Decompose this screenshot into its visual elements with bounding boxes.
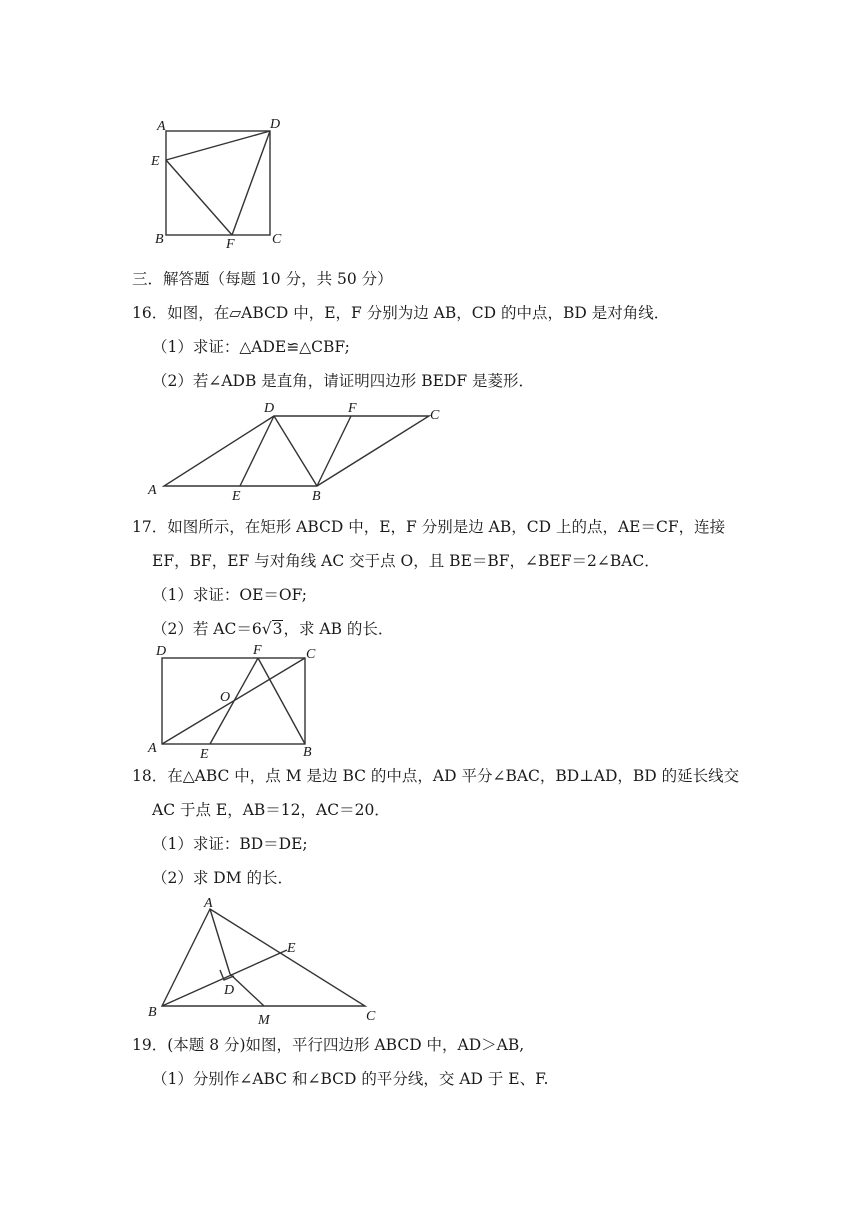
q17-part2 bbox=[152, 618, 393, 640]
segment-fb bbox=[258, 658, 305, 744]
q17-stem-line2: EF，BF，EF 与对角线 AC 交于点 O，且 BE＝BF，∠BEF＝2∠BAC． bbox=[152, 552, 660, 570]
figure-parallelogram bbox=[140, 398, 450, 502]
segment-ef bbox=[210, 658, 258, 744]
label-f: F bbox=[226, 237, 235, 252]
segment-ed bbox=[166, 131, 270, 160]
label-o: O bbox=[220, 690, 231, 705]
label-e: E bbox=[200, 747, 209, 760]
segment-df bbox=[232, 131, 270, 235]
label-e: E bbox=[232, 489, 241, 502]
q17-stem-line1: 17．如图所示，在矩形 ABCD 中，E，F 分别是边 AB，CD 上的点，AE＝CF，连接 bbox=[132, 518, 726, 536]
label-c: C bbox=[430, 408, 440, 423]
label-e: E bbox=[287, 941, 296, 956]
q16-part1: （1）求证：△ADE≌△CBF; bbox=[152, 338, 350, 356]
label-c: C bbox=[306, 647, 316, 662]
label-b: B bbox=[312, 489, 321, 502]
label-b: B bbox=[155, 232, 164, 247]
q17-part1: （1）求证：OE＝OF; bbox=[152, 586, 308, 604]
segment-db bbox=[274, 416, 317, 486]
label-m: M bbox=[258, 1013, 270, 1028]
parallelogram-abcd bbox=[164, 416, 429, 486]
q18-part2: （2）求 DM 的长． bbox=[152, 869, 294, 887]
figure-triangle bbox=[140, 892, 390, 1028]
label-c: C bbox=[366, 1009, 376, 1024]
label-d: D bbox=[270, 117, 281, 132]
label-d: D bbox=[264, 401, 275, 416]
label-f: F bbox=[253, 643, 262, 658]
q17-part2-suffix: ，求 AB 的长． bbox=[283, 620, 394, 638]
figure-square-def bbox=[148, 112, 298, 252]
label-a: A bbox=[148, 741, 157, 756]
sqrt-sign: √ bbox=[261, 620, 272, 638]
label-a: A bbox=[148, 483, 157, 498]
q16-part2: （2）若∠ADB 是直角，请证明四边形 BEDF 是菱形． bbox=[152, 372, 535, 390]
label-f: F bbox=[348, 401, 357, 416]
q18-stem-line2: AC 于点 E，AB＝12，AC＝20． bbox=[152, 801, 390, 819]
segment-ef bbox=[166, 160, 232, 235]
q18-stem-line1: 18．在△ABC 中，点 M 是边 BC 的中点，AD 平分∠BAC，BD⊥AD，BD 的延长线交 bbox=[132, 767, 740, 785]
label-a: A bbox=[204, 896, 213, 911]
triangle-abc bbox=[162, 909, 365, 1006]
q19-part1: （1）分别作∠ABC 和∠BCD 的平分线，交 AD 于 E、F. bbox=[152, 1070, 549, 1088]
segment-ad bbox=[210, 909, 230, 974]
q17-radicand: 3 bbox=[272, 620, 283, 638]
figure-rectangle bbox=[140, 640, 330, 760]
label-b: B bbox=[303, 745, 312, 760]
label-e: E bbox=[151, 154, 160, 169]
label-d: D bbox=[156, 644, 167, 659]
q17-part2-prefix: （2）若 AC＝6 bbox=[152, 620, 262, 638]
label-d: D bbox=[224, 983, 235, 998]
label-a: A bbox=[157, 119, 166, 134]
q19-stem: 19．(本题 8 分)如图，平行四边形 ABCD 中，AD＞AB, bbox=[132, 1036, 525, 1054]
section-heading: 三．解答题（每题 10 分，共 50 分） bbox=[132, 270, 393, 288]
q16-stem: 16．如图，在▱ABCD 中，E，F 分别为边 AB，CD 的中点，BD 是对角线． bbox=[132, 304, 670, 322]
label-b: B bbox=[148, 1005, 157, 1020]
label-c: C bbox=[272, 232, 282, 247]
q18-part1: （1）求证：BD＝DE; bbox=[152, 835, 308, 853]
segment-dm bbox=[230, 974, 264, 1006]
